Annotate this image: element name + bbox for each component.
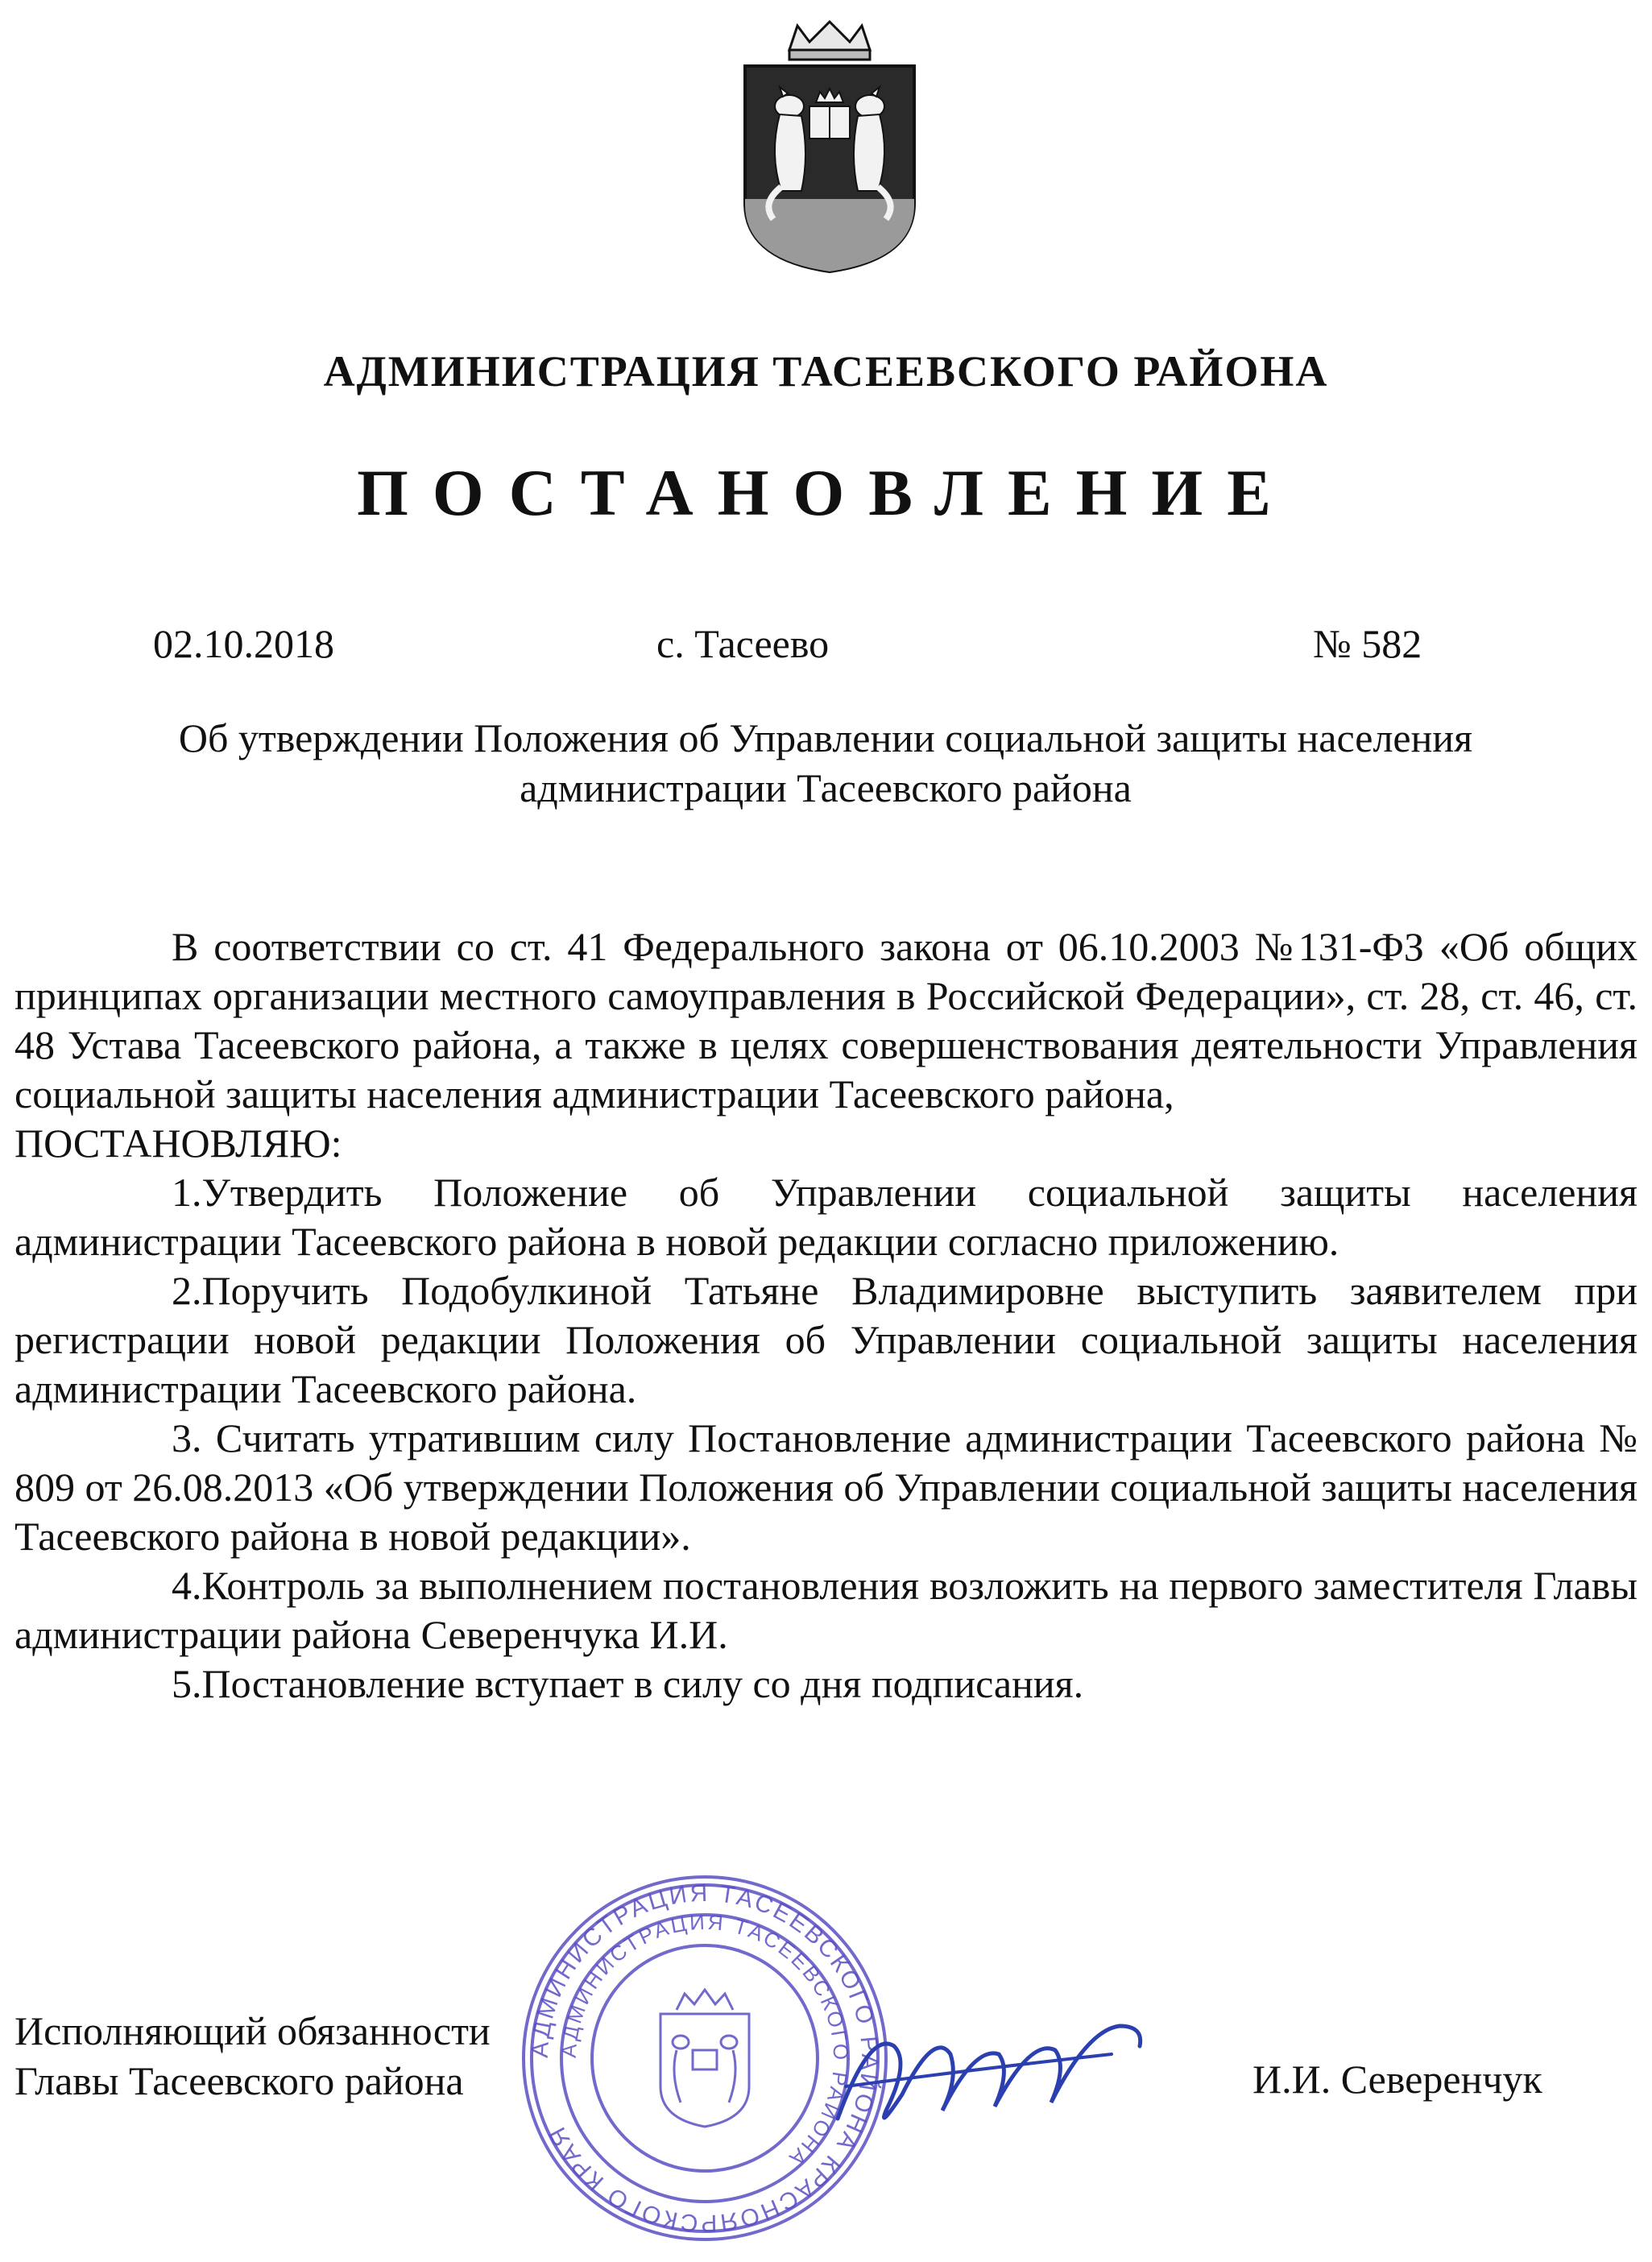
document-date: 02.10.2018 bbox=[153, 621, 334, 666]
signatory-role-line: Главы Тасеевского района bbox=[14, 2058, 464, 2103]
subject-line: администрации Тасеевского района bbox=[520, 765, 1132, 810]
crown-icon bbox=[789, 22, 870, 60]
decree-item: 3. Считать утратившим силу Постановление администрации Тасеевского района № 809 от 26.08.2013 «Об утверждении Положения об Управлении социальной защиты населения Тасеевского района в новой редакции». bbox=[14, 1415, 1638, 1559]
document-body bbox=[14, 922, 1638, 1709]
stamp-inner-text: АДМИНИСТРАЦИЯ ТАСЕЕВСКОГО РАЙОНА bbox=[556, 1909, 854, 2173]
coat-of-arms-emblem bbox=[733, 18, 926, 276]
signatory-name: И.И. Северенчук bbox=[1252, 2057, 1542, 2102]
decree-item: 1.Утвердить Положение об Управлении социальной защиты населения администрации Тасеевского района в новой редакции согласно приложению. bbox=[14, 1170, 1638, 1264]
stamp-emblem-icon bbox=[660, 1990, 749, 2127]
handwritten-signature bbox=[822, 1998, 1160, 2151]
document-place: с. Тасеево bbox=[656, 621, 830, 666]
document-number: № 582 bbox=[1313, 621, 1422, 666]
signatory-role bbox=[14, 2006, 491, 2106]
svg-text:АДМИНИСТРАЦИЯ ТАСЕЕВСКОГО РАЙО bbox=[557, 1910, 854, 2173]
decree-word: ПОСТАНОВЛЯЮ: bbox=[14, 1121, 342, 1166]
document-subject bbox=[48, 713, 1603, 813]
signatory-role-line: Исполняющий обязанности bbox=[14, 2008, 491, 2053]
subject-line: Об утверждении Положения об Управлении социальной защиты населения bbox=[178, 715, 1473, 760]
decree-item: 2.Поручить Подобулкиной Татьяне Владимировне выступить заявителем при регистрации новой редакции Положения об Управлении социальной защиты населения администрации Тасеевского района. bbox=[14, 1268, 1638, 1411]
decree-item: 5.Постановление вступает в силу со дня подписания. bbox=[172, 1661, 1084, 1706]
preamble-paragraph: В соответствии со ст. 41 Федерального закона от 06.10.2003 №131-ФЗ «Об общих принципах организации местного самоуправления в Российской Федерации», ст. 28, ст. 46, ст. 48 Устава Тасеевского района, а также в целях совершенствования деятельности Управления социальной защиты населения администрации Тасеевского района, bbox=[14, 924, 1638, 1116]
stamp-outer-text: АДМИНИСТРАЦИЯ ТАСЕЕВСКОГО РАЙОНА КРАСНОЯРСКОГО КРАЯ bbox=[526, 1879, 884, 2237]
organization-title: АДМИНИСТРАЦИЯ ТАСЕЕВСКОГО РАЙОНА bbox=[323, 347, 1329, 396]
document-type-title: ПОСТАНОВЛЕНИЕ bbox=[357, 456, 1295, 529]
decree-item: 4.Контроль за выполнением постановления возложить на первого заместителя Главы администрации района Северенчука И.И. bbox=[14, 1563, 1638, 1657]
